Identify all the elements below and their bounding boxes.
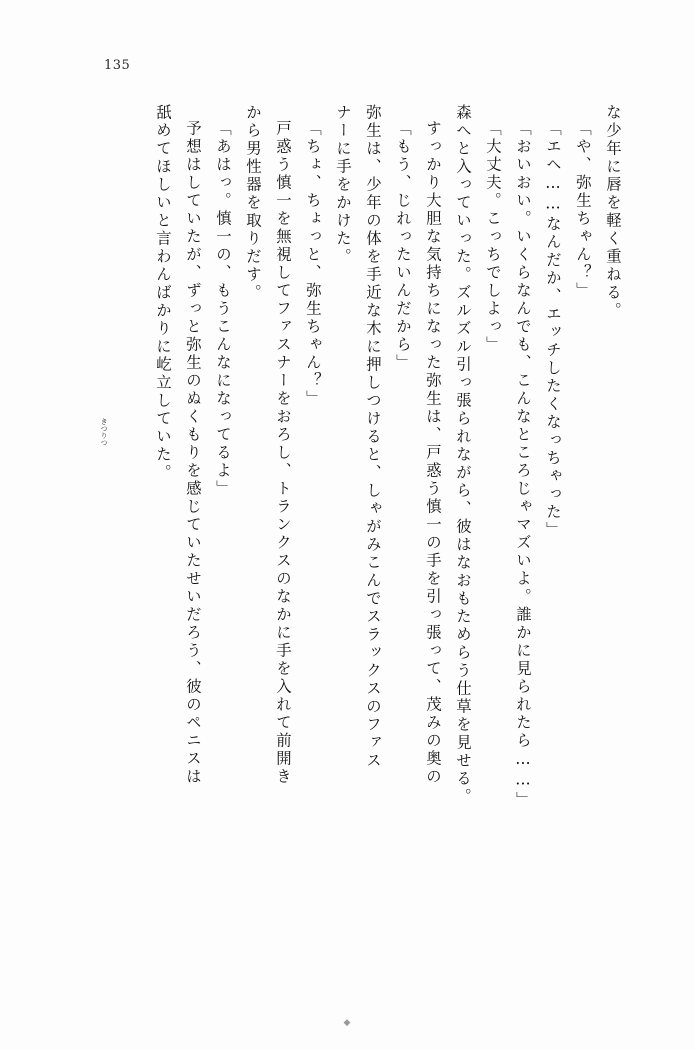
text-line: 「おいおい。いくらなんでも、こんなところじゃマズいよ。誰かに見られたら……」 (514, 120, 532, 810)
text-line: 弥生は、少年の体を手近な木に押しつけると、しゃがみこんでスラックスのファス (364, 104, 382, 770)
vertical-text-block (70, 104, 620, 964)
text-line: 「や、弥生ちゃん？」 (574, 120, 592, 300)
ruby-annotation: きつりつ (100, 418, 108, 446)
text-line: ナーに手をかけた。 (334, 104, 352, 266)
text-line: すっかり大胆な気持ちになった弥生は、戸惑う慎一の手を引っ張って、茂みの奥の (424, 120, 442, 786)
text-line: から男性器を取りだす。 (244, 104, 262, 302)
text-line: 森へと入っていった。ズルズル引っ張られながら、彼はなおもためらう仕草を見せる。 (454, 104, 472, 806)
text-line: な少年に唇を軽く重ねる。 (604, 104, 622, 320)
footer-mark: ◆ (343, 1018, 351, 1028)
text-line: 舐めてほしいと言わんばかりに屹立していた。 (154, 104, 172, 482)
text-line: 戸惑う慎一を無視してファスナーをおろし、トランクスのなかに手を入れて前開き (274, 120, 292, 786)
text-line: 予想はしていたが、ずっと弥生のぬくもりを感じていたせいだろう、彼のペニスは (184, 120, 202, 786)
text-line: 「大丈夫。こっちでしよっ」 (484, 120, 502, 354)
page-number: 135 (104, 58, 131, 73)
text-line: 「エヘ……なんだか、エッチしたくなっちゃった」 (544, 120, 562, 540)
text-line: 「あはっ。慎一の、もうこんなになってるよ」 (214, 120, 232, 498)
text-line: 「ちょ、ちょっと、弥生ちゃん？」 (304, 120, 322, 408)
text-line: 「もう、じれったいんだから」 (394, 120, 412, 372)
